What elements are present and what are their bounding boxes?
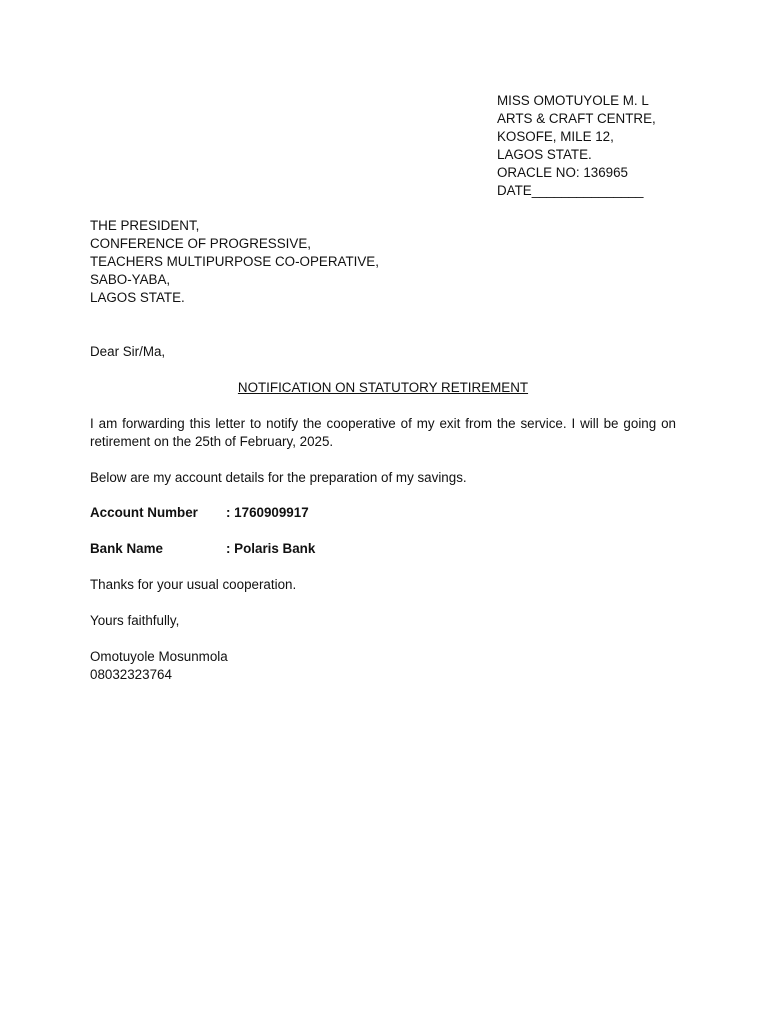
recipient-title: THE PRESIDENT, xyxy=(90,218,200,233)
thanks-line: Thanks for your usual cooperation. xyxy=(90,577,297,592)
salutation: Dear Sir/Ma, xyxy=(90,344,166,359)
recipient-organization-line1: CONFERENCE OF PROGRESSIVE, xyxy=(90,236,311,251)
account-number-label: Account Number xyxy=(90,505,198,520)
sender-oracle-number: ORACLE NO: 136965 xyxy=(497,165,628,180)
recipient-location: SABO-YABA, xyxy=(90,272,171,287)
signature-block xyxy=(90,648,676,684)
sender-name: MISS OMOTUYOLE M. L xyxy=(497,93,649,108)
body-paragraph-1: I am forwarding this letter to notify the cooperative of my exit from the service. I will be going on retirement on the 25th of February, 2025. xyxy=(90,416,676,449)
sender-state: LAGOS STATE. xyxy=(497,147,592,162)
body-paragraph-2: Below are my account details for the preparation of my savings. xyxy=(90,470,467,485)
sender-location: KOSOFE, MILE 12, xyxy=(497,129,614,144)
closing-line: Yours faithfully, xyxy=(90,613,180,628)
bank-name-row xyxy=(90,540,315,558)
recipient-address xyxy=(90,217,676,307)
bank-name-value: : Polaris Bank xyxy=(226,541,316,556)
bank-name-label: Bank Name xyxy=(90,541,163,556)
sender-date-line: DATE_______________ xyxy=(497,183,644,198)
signatory-phone: 08032323764 xyxy=(90,667,172,682)
account-number-value: : 1760909917 xyxy=(226,505,309,520)
recipient-state: LAGOS STATE. xyxy=(90,290,185,305)
sender-department: ARTS & CRAFT CENTRE, xyxy=(497,111,656,126)
letter-subject: NOTIFICATION ON STATUTORY RETIREMENT xyxy=(237,380,529,395)
signatory-name: Omotuyole Mosunmola xyxy=(90,649,228,664)
recipient-organization-line2: TEACHERS MULTIPURPOSE CO-OPERATIVE, xyxy=(90,254,379,269)
account-number-row xyxy=(90,504,309,522)
sender-address xyxy=(497,92,737,200)
